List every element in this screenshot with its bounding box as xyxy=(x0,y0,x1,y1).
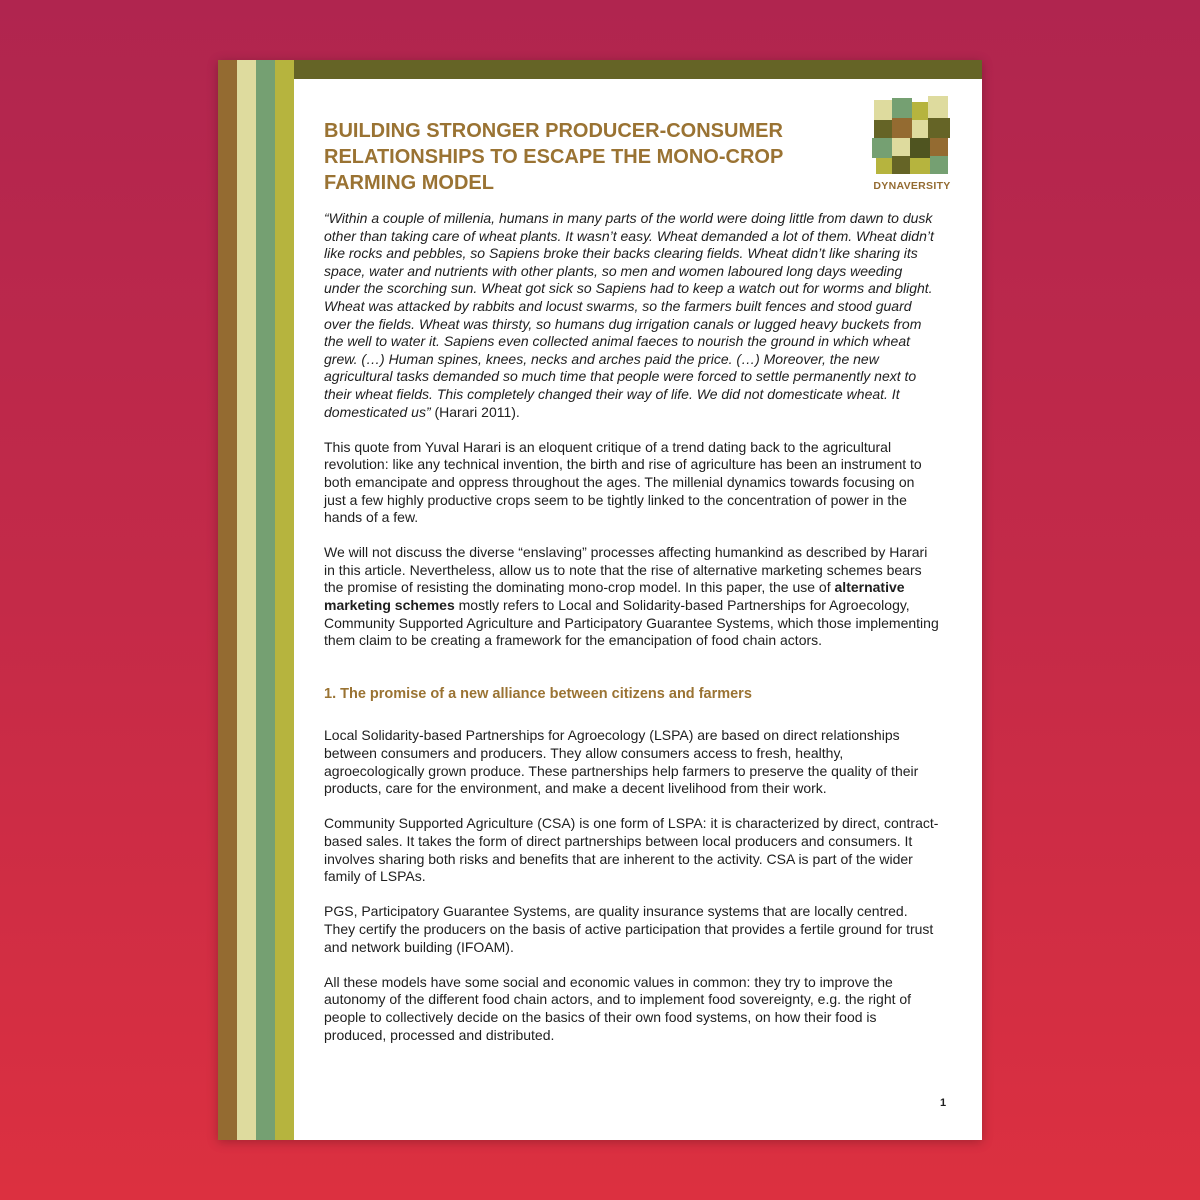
paragraph-pgs: PGS, Participatory Guarantee Systems, are quality insurance systems that are locally centred. They certify the producers on the basis of active participation that provides a fertile ground for trust and network building (IFOAM). xyxy=(324,903,934,955)
decorative-stripe-cream xyxy=(237,60,256,1140)
paragraph-lspa: Local Solidarity-based Partnerships for Agroecology (LSPA) are based on direct relationships between consumers and producers. They allow consumers access to fresh, healthy, agroecologically grown produce. These partnerships help farmers to preserve the quality of their products, care for the environment, and make a decent livelihood from their work. xyxy=(324,727,919,797)
quote-paragraph xyxy=(324,210,940,421)
mosaic-logo-icon xyxy=(870,96,954,180)
document-page xyxy=(218,60,982,1140)
decorative-stripe-olive xyxy=(275,60,294,1140)
logo-text: DYNAVERSITY xyxy=(873,180,951,192)
paragraph-csa: Community Supported Agriculture (CSA) is one form of LSPA: it is characterized by direct, contract-based sales. It takes the form of direct partnerships between local producers and consumers. It involves sharing both risks and benefits that are inherent to the activity. CSA is part of the wider family of LSPAs. xyxy=(324,815,939,885)
document-body xyxy=(324,210,940,1062)
section-heading: 1. The promise of a new alliance between citizens and farmers xyxy=(324,685,752,702)
bold-term: alternative marketing schemes xyxy=(324,579,905,614)
quote-citation: (Harari 2011). xyxy=(430,403,520,420)
decorative-stripe-brown xyxy=(218,60,237,1140)
top-bar xyxy=(294,60,982,79)
paragraph-harari-critique: This quote from Yuval Harari is an eloquent critique of a trend dating back to the agricultural revolution: like any technical invention, the birth and rise of agriculture has been an instrument to both emancipate and oppress throughout the ages. The millenial dynamics towards focusing on just a few highly productive crops seem to be tightly linked to the concentration of power in the hands of a few. xyxy=(324,438,922,526)
page-number: 1 xyxy=(940,1097,947,1109)
decorative-stripe-green xyxy=(256,60,275,1140)
quote-text: “Within a couple of millenia, humans in many parts of the world were doing little from dawn to dusk other than taking care of wheat plants. It wasn’t easy. Wheat demanded a lot of them. Wheat didn’t like rocks and pebbles, so Sapiens broke their backs clearing fields. Wheat didn’t like sharing its space, water and nutrients with other plants, so men and women laboured long days weeding under the scorching sun. Wheat got sick so Sapiens had to keep a watch out for worms and blight. Wheat was attacked by rabbits and locust swarms, so the farmers built fences and stood guard over the fields. Wheat was thirsty, so humans dug irrigation canals or lugged heavy buckets from the well to water it. Sapiens even collected animal faeces to nourish the ground in which wheat grew. (…) Human spines, knees, necks and arches paid the price. (…) Moreover, the new agricultural tasks demanded so much time that people were forced to settle permanently next to their wheat fields. This completely changed their way of life. We did not domesticate wheat. It domesticated us” xyxy=(324,210,934,420)
document-title: BUILDING STRONGER PRODUCER-CONSUMER RELATIONSHIPS TO ESCAPE THE MONO-CROP FARMING MODEL xyxy=(324,120,783,194)
paragraph-common-values: All these models have some social and economic values in common: they try to improve the autonomy of the different food chain actors, and to implement food sovereignty, e.g. the right of people to collectively decide on the basics of their own food systems, on how their food is produced, processed and distributed. xyxy=(324,973,912,1043)
paragraph-alternative-schemes xyxy=(324,544,940,650)
paragraph-text-after: mostly refers to Local and Solidarity-based Partnerships for Agroecology, Community Supported Agriculture and Participatory Guarantee Systems, which those implementing them claim to be creating a framework for the emancipation of food chain actors. xyxy=(324,597,939,649)
dynaversity-logo xyxy=(870,96,954,196)
paragraph-text-before: We will not discuss the diverse “enslaving” processes affecting humankind as described by Harari in this article. Nevertheless, allow us to note that the rise of alternative marketing schemes bears the promise of resisting the dominating mono-crop model. In this paper, the use of xyxy=(324,544,928,596)
